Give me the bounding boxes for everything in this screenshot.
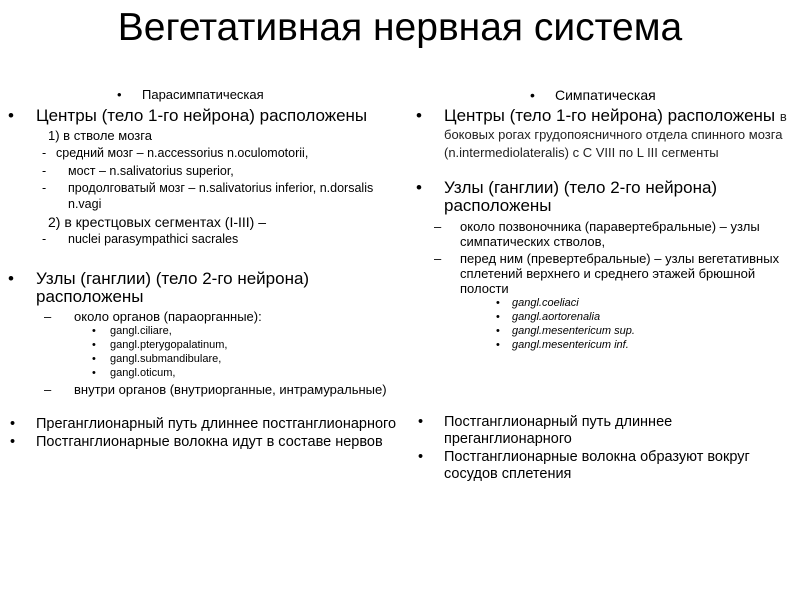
header-text: Симпатическая [555,87,656,103]
inside-organs-text: внутри органов (внутриорганные, интрамуральные) [74,381,387,397]
ganglion-name: gangl.oticum, [110,366,176,379]
bullet: • [92,338,96,351]
pons-item [6,164,398,180]
prevertebral-item [414,251,794,296]
medulla-item [6,181,398,212]
fibers-item [6,434,398,451]
near-organs-item [6,309,398,324]
ganglion-name: gangl.pterygopalatinum, [110,338,228,351]
dash-marker: - [42,163,47,178]
pathway-text: Преганглионарный путь длиннее постганглионарного [36,415,397,432]
bullet: • [92,366,96,379]
ganglion-item [414,310,794,324]
bullet: • [8,106,14,125]
inside-organs-item [6,382,398,397]
fibers-text: Постганглионарные волокна идут в составе нервов [36,434,383,450]
pathway-text: Постганглионарный путь длиннее преганглионарного [444,414,673,447]
sacral-nuclei-item [6,232,398,248]
bullet: • [416,106,422,125]
medulla-text: продолговатый мозг – n.salivatorius inferior, n.dorsalis n.vagi [68,181,374,211]
pathway-item [414,414,794,447]
brainstem-item: 1) в стволе мозга [48,128,152,143]
bullet: • [416,178,422,197]
bullet: • [496,297,500,309]
parasympathetic-header [6,86,398,104]
prevertebral-text: перед ним (превертебральные) – узлы вегетативных сплетений верхнего и среднего этажей брюшной полости [460,251,780,296]
ganglion-item [6,352,398,366]
ganglion-name: gangl.mesentericum inf. [512,339,629,351]
dash-marker: – [434,251,442,266]
parasympathetic-column [6,86,398,451]
paravertebral-text: около позвоночника (паравертебральные) – узлы симпатических стволов, [460,219,760,249]
bullet: • [418,449,424,465]
bullet: • [117,87,122,102]
centers-text: Центры (тело 1-го нейрона) расположены [36,106,368,125]
bullet: • [530,87,535,103]
ganglion-item [414,296,794,310]
ganglion-name: gangl.submandibulare, [110,352,222,365]
centers-text: Центры (тело 1-го нейрона) расположены [444,106,776,125]
dash-marker: – [434,219,442,234]
ganglion-item [6,338,398,352]
ganglion-name: gangl.aortorenalia [512,311,601,323]
ganglia-text: Узлы (ганглии) (тело 2-го нейрона) расположены [444,178,718,215]
bullet: • [496,325,500,337]
bullet: • [92,352,96,365]
pathway-item [6,416,398,433]
ganglia-item [6,270,398,306]
dash-marker: – [44,381,52,397]
dash-marker: - [42,146,47,160]
ganglion-name: gangl.coeliaci [512,297,579,309]
dash-marker: - [42,181,47,195]
ganglion-name: gangl.ciliare, [110,324,172,337]
fibers-text: Постганглионарные волокна образуют вокруг сосудов сплетения [444,449,750,482]
bullet: • [496,311,500,323]
bullet: • [418,414,424,430]
bullet: • [496,339,500,351]
paravertebral-item [414,219,794,249]
bullet: • [10,434,16,450]
sympathetic-header [414,86,794,104]
midbrain-text: средний мозг – n.accessorius n.oculomotorii, [56,146,309,160]
sacral-item: 2) в крестцовых сегментах (I-III) – [48,214,266,230]
sacral-nuclei-text: nuclei parasympathici sacrales [68,232,239,246]
ganglion-item [414,338,794,352]
slide-title: Вегетативная нервная система [117,6,683,49]
ganglion-item [6,366,398,380]
bullet: • [92,324,96,337]
centers-item [6,107,398,125]
bullet: • [10,415,16,432]
ganglion-item [6,324,398,338]
pons-text: мост – n.salivatorius superior, [68,163,234,178]
dash-marker: - [42,232,47,246]
centers-item [414,107,794,161]
midbrain-item [6,146,398,162]
header-text: Парасимпатическая [142,87,264,102]
dash-marker: – [44,308,52,324]
fibers-item [414,449,794,482]
sympathetic-column [414,86,794,482]
near-organs-text: около органов (параорганные): [74,308,262,324]
ganglia-text: Узлы (ганглии) (тело 2-го нейрона) расположены [36,268,310,306]
ganglion-item [414,324,794,338]
centers-detail-text: в боковых рогах грудопоясничного отдела спинного мозга (n.intermediolateralis) с C VIII по L III сегменты [444,109,787,160]
bullet: • [8,268,14,288]
ganglia-item [414,179,794,215]
ganglion-name: gangl.mesentericum sup. [512,325,635,337]
